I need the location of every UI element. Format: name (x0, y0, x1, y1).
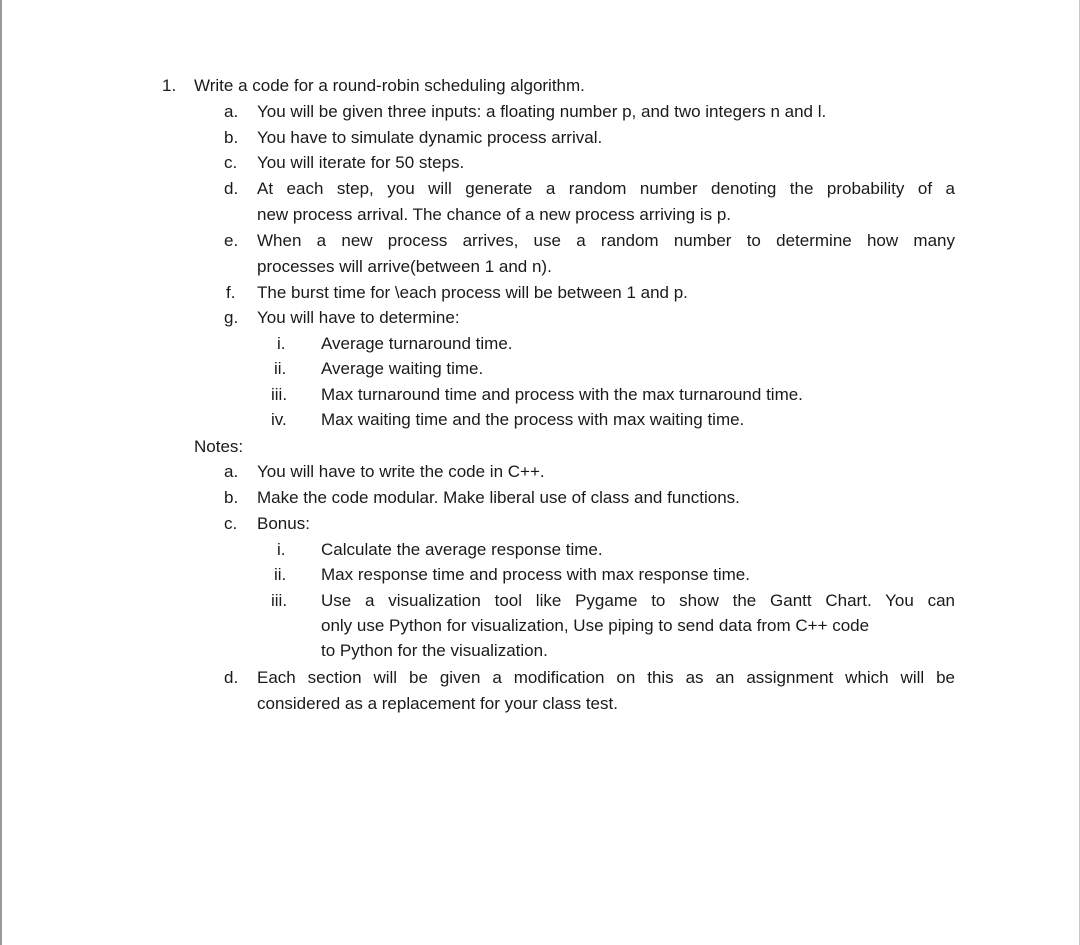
note-marker: d. (224, 668, 239, 687)
notes-heading: Notes: (194, 437, 244, 456)
note-text: You will have to write the code in C++. (257, 462, 545, 481)
item-marker: d. (224, 179, 239, 198)
subitem-text-line: only use Python for visualization, Use piping to send data from C++ code (321, 616, 870, 635)
subitem-marker: i. (277, 334, 286, 353)
item-text: You will have to determine: (257, 308, 460, 327)
subitem-text-line: to Python for the visualization. (321, 641, 548, 660)
note-text: Make the code modular. Make liberal use of class and functions. (257, 488, 740, 507)
item-marker: c. (224, 153, 238, 172)
question-title: Write a code for a round-robin scheduling algorithm. (194, 76, 585, 95)
item-text: The burst time for \each process will be between 1 and p. (257, 283, 688, 302)
item-marker: b. (224, 128, 239, 147)
subitem-text: Calculate the average response time. (321, 540, 603, 559)
subitem-text: Max turnaround time and process with the max turnaround time. (321, 385, 803, 404)
item-text: You will iterate for 50 steps. (257, 153, 465, 172)
note-marker: b. (224, 488, 239, 507)
note-marker: c. (224, 514, 238, 533)
note-text-line: Each section will be given a modification on this as an assignment which will be (257, 668, 955, 687)
item-marker: e. (224, 231, 239, 250)
subitem-text: Average turnaround time. (321, 334, 513, 353)
item-text: You will be given three inputs: a floating number p, and two integers n and l. (257, 102, 827, 121)
note-marker: a. (224, 462, 239, 481)
item-marker: a. (224, 102, 239, 121)
item-text-line: new process arrival. The chance of a new process arriving is p. (257, 205, 732, 224)
subitem-marker: ii. (274, 565, 287, 584)
item-marker: f. (226, 283, 236, 302)
item-text-line: When a new process arrives, use a random number to determine how many (257, 231, 955, 250)
item-text-line: processes will arrive(between 1 and n). (257, 257, 552, 276)
question-number: 1. (162, 76, 177, 95)
subitem-text: Average waiting time. (321, 359, 484, 378)
subitem-marker: iii. (271, 591, 288, 610)
note-text: Bonus: (257, 514, 310, 533)
subitem-marker: i. (277, 540, 286, 559)
subitem-text-line: Use a visualization tool like Pygame to show the Gantt Chart. You can (321, 591, 955, 610)
subitem-marker: iii. (271, 385, 288, 404)
item-text: You have to simulate dynamic process arrival. (257, 128, 603, 147)
item-text-line: At each step, you will generate a random number denoting the probability of a (257, 179, 955, 198)
note-text-line: considered as a replacement for your class test. (257, 694, 618, 713)
subitem-marker: ii. (274, 359, 287, 378)
item-marker: g. (224, 308, 239, 327)
subitem-marker: iv. (271, 410, 287, 429)
subitem-text: Max response time and process with max response time. (321, 565, 750, 584)
subitem-text: Max waiting time and the process with max waiting time. (321, 410, 745, 429)
